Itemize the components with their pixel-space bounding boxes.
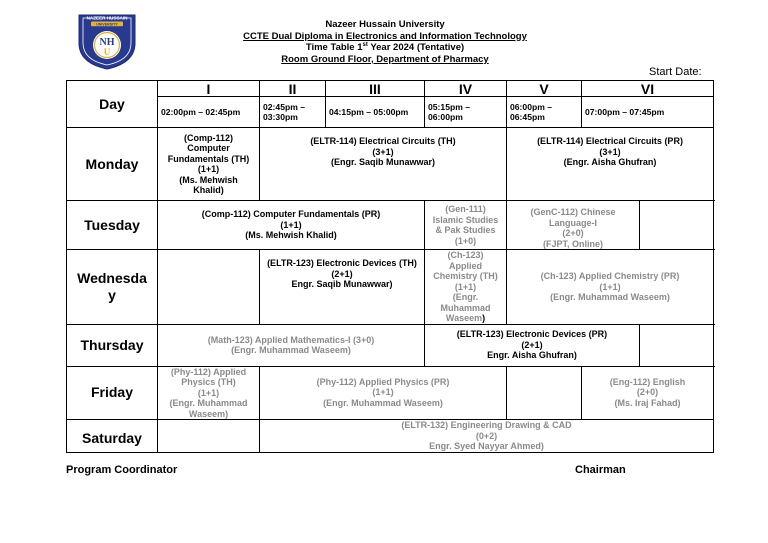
day-thursday: Thursday	[67, 324, 158, 366]
document-header	[180, 19, 590, 65]
program-coordinator-signature: Program Coordinator	[66, 464, 178, 476]
period-numeral: VI	[582, 81, 714, 97]
day-monday: Monday	[67, 128, 158, 201]
day-tuesday: Tuesday	[67, 201, 158, 250]
class-cell: (Eng-112) English (2+0) (Ms. Iraj Fahad)	[582, 366, 714, 420]
period-numeral: III	[326, 81, 425, 97]
university-logo	[76, 12, 138, 70]
start-date-label: Start Date:	[649, 66, 702, 78]
period-time: 02:00pm – 02:45pm	[158, 97, 260, 128]
period-time: 07:00pm – 07:45pm	[582, 97, 714, 128]
period-numeral: V	[507, 81, 582, 97]
class-cell: (ELTR-123) Electronic Devices (PR) (2+1) Engr. Aisha Ghufran)	[425, 324, 640, 366]
class-cell: (Comp-112) Computer Fundamentals (TH) (1+1) (Ms. Mehwish Khalid)	[158, 128, 260, 201]
class-cell: (Ch-123) Applied Chemistry (TH) (1+1) (Engr. Muhammad Waseem)	[425, 250, 507, 325]
class-cell: (ELTR-114) Electrical Circuits (PR) (3+1) (Engr. Aisha Ghufran)	[507, 128, 714, 201]
empty-cell	[640, 201, 714, 250]
class-cell: (ELTR-123) Electronic Devices (TH) (2+1) Engr. Saqib Munawwar)	[260, 250, 425, 325]
class-cell: (ELTR-114) Electrical Circuits (TH) (3+1) (Engr. Saqib Munawwar)	[260, 128, 507, 201]
day-saturday: Saturday	[67, 420, 158, 453]
period-numeral: II	[260, 81, 326, 97]
logo-letters: NH	[99, 37, 115, 48]
empty-cell	[640, 324, 714, 366]
chairman-signature: Chairman	[575, 464, 626, 476]
class-cell: (Phy-112) Applied Physics (TH) (1+1) (Engr. Muhammad Waseem)	[158, 366, 260, 420]
university-name: Nazeer Hussain University	[325, 19, 445, 30]
class-cell: (Comp-112) Computer Fundamentals (PR) (1+1) (Ms. Mehwish Khalid)	[158, 201, 425, 250]
empty-cell	[507, 366, 582, 420]
day-header: Day	[67, 81, 158, 128]
period-numeral: I	[158, 81, 260, 97]
class-cell: (GenC-112) Chinese Language-I (2+0) (FJPT, Online)	[507, 201, 640, 250]
period-time: 05:15pm – 06:00pm	[425, 97, 507, 128]
room-info: Room Ground Floor, Department of Pharmacy	[281, 53, 489, 65]
period-time: 06:00pm – 06:45pm	[507, 97, 582, 128]
logo-bottom-text: UNIVERSITY	[96, 22, 118, 27]
day-friday: Friday	[67, 366, 158, 420]
class-cell: (Phy-112) Applied Physics (PR) (1+1) (Engr. Muhammad Waseem)	[260, 366, 507, 420]
class-cell: (Math-123) Applied Mathematics-I (3+0) (Engr. Muhammad Waseem)	[158, 324, 425, 366]
empty-cell	[158, 420, 260, 453]
timetable	[66, 80, 714, 453]
day-wednesday: Wednesda y	[67, 250, 158, 325]
period-time: 04:15pm – 05:00pm	[326, 97, 425, 128]
logo-top-text: NAZEER HUSSAIN	[86, 15, 128, 21]
program-title: CCTE Dual Diploma in Electronics and Information Technology	[243, 30, 527, 42]
empty-cell	[158, 250, 260, 325]
class-cell: (Gen-111) Islamic Studies & Pak Studies (1+0)	[425, 201, 507, 250]
class-cell: (ELTR-132) Engineering Drawing & CAD (0+2) Engr. Syed Nayyar Ahmed)	[260, 420, 714, 453]
period-numeral: IV	[425, 81, 507, 97]
logo-letter-u: U	[103, 47, 111, 57]
period-time: 02:45pm – 03:30pm	[260, 97, 326, 128]
class-cell: (Ch-123) Applied Chemistry (PR) (1+1) (Engr. Muhammad Waseem)	[507, 250, 714, 325]
timetable-title: Time Table 1st Year 2024 (Tentative)	[305, 42, 465, 54]
